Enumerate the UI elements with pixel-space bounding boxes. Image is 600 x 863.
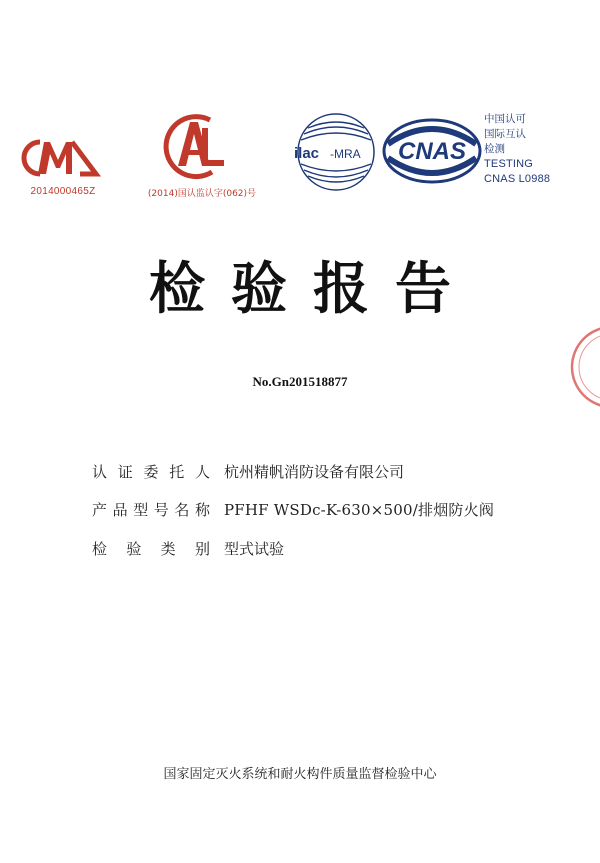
field-value: PFHF WSDc-K-630×500/排烟防火阀 [224, 501, 495, 519]
field-label: 检验类别 [92, 540, 210, 558]
field-value: 杭州精帆消防设备有限公司 [224, 463, 405, 481]
cnas-logo [382, 118, 482, 184]
cnas-mark-text: CNAS [397, 138, 467, 165]
cnas-line: 检测 [484, 143, 505, 155]
field-label: 认证委托人 [92, 463, 210, 481]
report-title: 检验报告 [149, 257, 477, 322]
ilac-mra-logo [290, 112, 382, 192]
issuing-organization: 国家固定灭火系统和耐火构件质量监督检验中心 [163, 767, 437, 782]
red-seal-stamp [568, 322, 600, 412]
cnas-line: TESTING [484, 158, 534, 170]
cnas-line: 国际互认 [484, 128, 526, 140]
cal-certification-logo [152, 110, 234, 182]
cnas-accreditation-text [484, 112, 594, 187]
field-inspection-type [92, 538, 284, 559]
report-number: No.Gn201518877 [252, 374, 348, 389]
cal-accreditation-text: (2014)国认监认字(062)号 [147, 189, 257, 199]
field-product [92, 499, 494, 520]
field-client [92, 461, 404, 482]
cnas-line: CNAS L0988 [484, 173, 551, 185]
cnas-line: 中国认可 [484, 113, 526, 125]
field-value: 型式试验 [224, 540, 285, 558]
svg-text:ilac: ilac [294, 145, 320, 162]
cma-number: 2014000465Z [30, 186, 96, 197]
cma-certification-logo [14, 132, 106, 184]
svg-text:-MRA: -MRA [330, 147, 361, 161]
field-label: 产品型号名称 [92, 501, 210, 519]
